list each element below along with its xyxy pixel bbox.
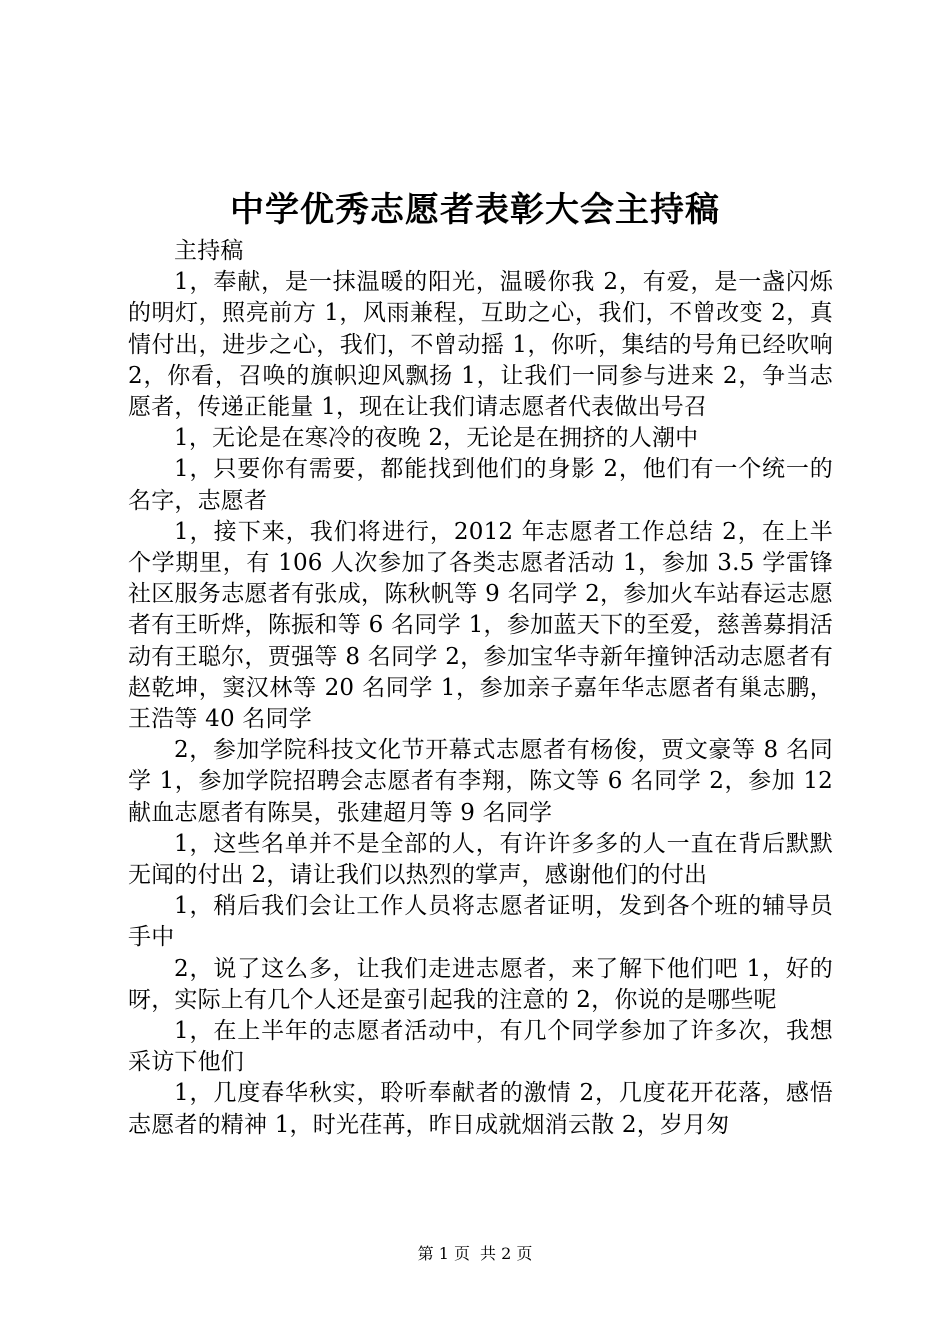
page-footer: [0, 1244, 950, 1264]
paragraph: 2，说了这么多，让我们走进志愿者，来了解下他们吧 1，好的呀，实际上有几个人还是蛮引起我的注意的 2，你说的是哪些呢: [128, 955, 833, 1013]
paragraph: 1，几度春华秋实，聆听奉献者的激情 2，几度花开花落，感悟志愿者的精神 1，时光荏苒，昨日成就烟消云散 2，岁月匆: [128, 1080, 833, 1138]
page-number: 第 1 页: [417, 1244, 470, 1263]
paragraph: 2，参加学院科技文化节开幕式志愿者有杨俊，贾文豪等 8 名同学 1，参加学院招聘会志愿者有李翔，陈文等 6 名同学 2，参加 12 献血志愿者有陈昊，张建超月等 9 名同学: [128, 737, 833, 826]
paragraph: 1，只要你有需要，都能找到他们的身影 2，他们有一个统一的名字，志愿者: [128, 456, 833, 514]
paragraph: 1，稍后我们会让工作人员将志愿者证明，发到各个班的辅导员手中: [128, 893, 833, 951]
paragraph: 1，在上半年的志愿者活动中，有几个同学参加了许多次，我想采访下他们: [128, 1018, 833, 1076]
paragraph: 1，接下来，我们将进行，2012 年志愿者工作总结 2，在上半个学期里，有 106 人次参加了各类志愿者活动 1，参加 3.5 学雷锋社区服务志愿者有张成，陈秋帆等 9 名同学 2，参加火车站春运志愿者有王昕烨，陈振和等 6 名同学 1，参加蓝天下的至爱，慈善募捐活动有王聪尔，贾强等 8 名同学 2，参加宝华寺新年撞钟活动志愿者有赵乾坤，窦汉林等 20 名同学 1，参加亲子嘉年华志愿者有巢志鹏，王浩等 40 名同学: [128, 518, 833, 733]
document-body: [128, 236, 833, 1141]
paragraph: 1，奉献，是一抹温暖的阳光，温暖你我 2，有爱，是一盏闪烁的明灯，照亮前方 1，风雨兼程，互助之心，我们，不曾改变 2，真情付出，进步之心，我们，不曾动摇 1，你听，集结的号角已经吹响 2，你看，召唤的旗帜迎风飘扬 1，让我们一同参与进来 2，争当志愿者，传递正能量 1，现在让我们请志愿者代表做出号召: [128, 269, 833, 421]
paragraph: 主持稿: [174, 238, 244, 264]
document-title: 中学优秀志愿者表彰大会主持稿: [230, 190, 720, 230]
page-total: 共 2 页: [480, 1244, 533, 1263]
paragraph: 1，这些名单并不是全部的人，有许许多多的人一直在背后默默无闻的付出 2，请让我们以热烈的掌声，感谢他们的付出: [128, 830, 833, 889]
paragraph: 1，无论是在寒冷的夜晚 2，无论是在拥挤的人潮中: [174, 425, 699, 452]
